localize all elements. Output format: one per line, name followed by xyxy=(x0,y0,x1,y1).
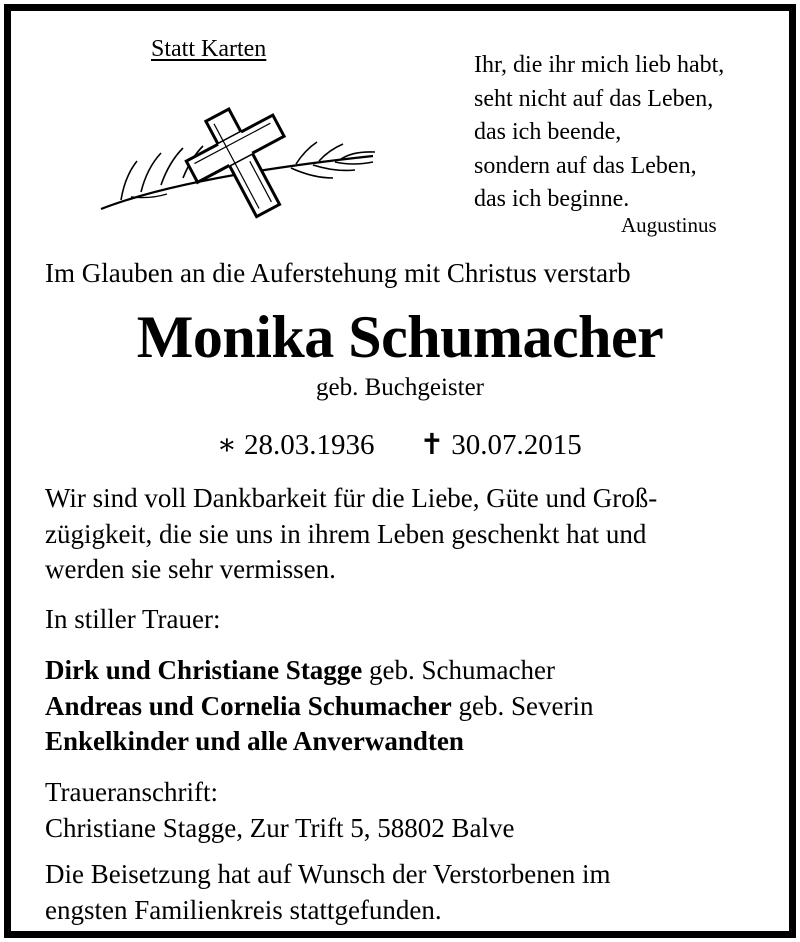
deceased-name: Monika Schumacher xyxy=(136,304,664,370)
death-cross-icon: ✝ xyxy=(419,429,445,461)
address-label: Traueranschrift: xyxy=(45,777,218,807)
family-note: geb. Severin xyxy=(451,690,594,721)
paragraph-line: engsten Familienkreis stattgefunden. xyxy=(45,894,442,925)
poem-line: das ich beginne. xyxy=(474,186,630,212)
paragraph-line: Wir sind voll Dankbarkeit für die Liebe, Güte und Groß- xyxy=(45,483,658,513)
family-note: geb. Schumacher xyxy=(362,655,555,685)
death-date: 30.07.2015 xyxy=(451,429,582,461)
mourning-label: In stiller Trauer: xyxy=(45,604,221,634)
intro-text: Im Glauben an die Auferstehung mit Christus verstarb xyxy=(45,258,631,288)
poem-line: das ich beende, xyxy=(474,119,622,145)
life-dates xyxy=(217,431,582,460)
address-line: Christiane Stagge, Zur Trift 5, 58802 Balve xyxy=(45,812,515,843)
obituary-notice xyxy=(4,4,796,938)
poem-author: Augustinus xyxy=(621,213,717,237)
family-names: Dirk und Christiane Stagge xyxy=(45,655,363,685)
family-entry xyxy=(45,724,594,760)
statt-karten-heading: Statt Karten xyxy=(151,36,267,62)
family-names: Andreas und Cornelia Schumacher xyxy=(45,690,452,721)
poem-line: sondern auf das Leben, xyxy=(474,152,697,179)
gratitude-paragraph xyxy=(45,481,657,588)
maiden-name: geb. Buchgeister xyxy=(315,374,484,401)
cross-palm-icon xyxy=(91,106,391,221)
poem-line: seht nicht auf das Leben, xyxy=(474,85,714,112)
poem-quote xyxy=(474,49,724,217)
paragraph-line: werden sie sehr vermissen. xyxy=(45,554,336,584)
birth-star-icon: ∗ xyxy=(217,429,237,461)
birth-date: 28.03.1936 xyxy=(243,429,375,461)
poem-line: Ihr, die ihr mich lieb habt, xyxy=(474,52,725,78)
family-entry xyxy=(45,653,594,689)
family-names: Enkelkinder und alle Anverwandten xyxy=(45,726,464,756)
mourning-address xyxy=(45,775,514,846)
family-entry xyxy=(45,689,594,725)
family-list xyxy=(45,653,594,760)
paragraph-line: zügigkeit, die sie uns in ihrem Leben geschenkt hat und xyxy=(45,518,647,549)
paragraph-line: Die Beisetzung hat auf Wunsch der Verstorbenen im xyxy=(45,859,611,889)
funeral-paragraph xyxy=(45,857,611,928)
